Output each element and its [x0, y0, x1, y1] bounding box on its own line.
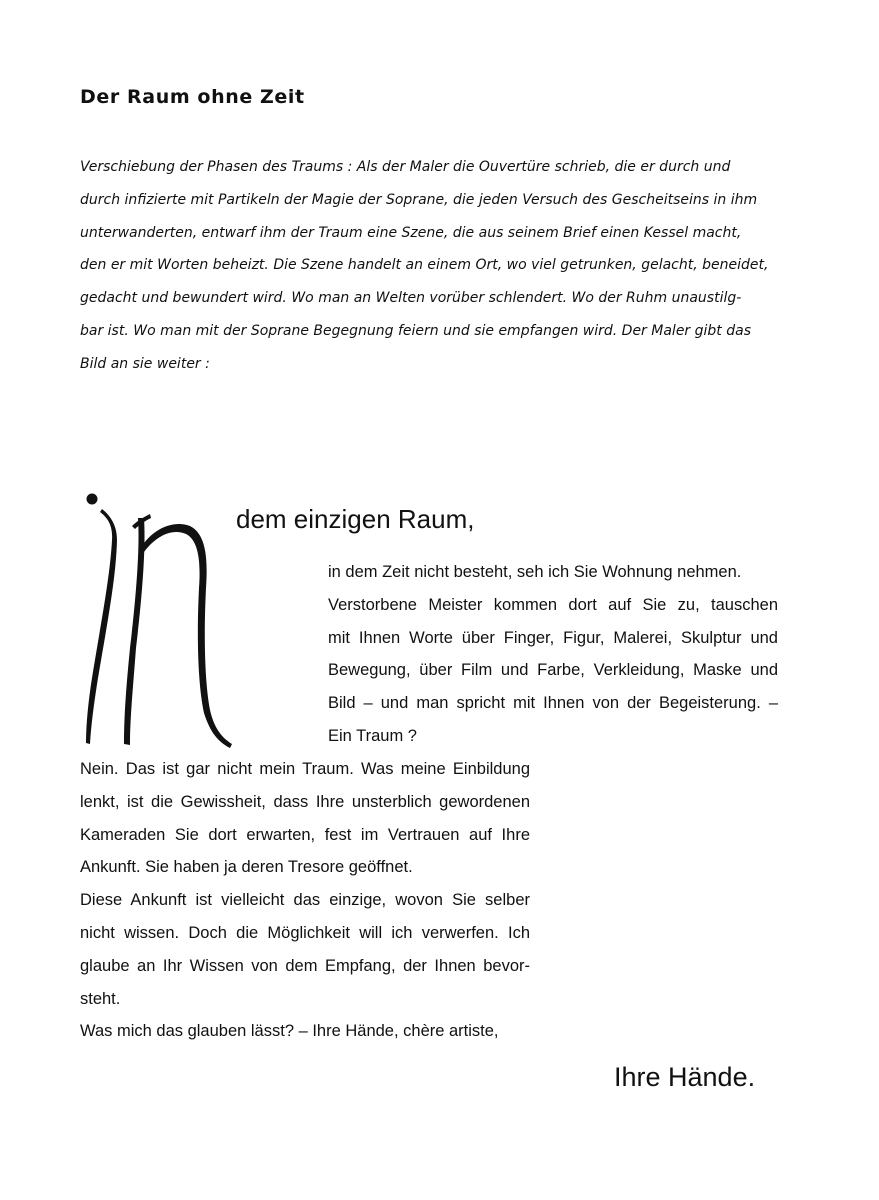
initial-i-stem	[86, 509, 117, 744]
body-line: mit Ihnen Worte über Finger, Figur, Malerei, Skulptur und	[328, 628, 778, 647]
intro-paragraph	[80, 151, 779, 381]
lead-phrase: dem einzigen Raum,	[236, 504, 475, 534]
body-line: glaube an Ihr Wissen von dem Empfang, der Ihnen bevor-	[80, 956, 530, 975]
body-line: steht.	[80, 989, 121, 1008]
left-text-block	[80, 753, 530, 1048]
body-line: Verstorbene Meister kommen dort auf Sie zu, tauschen	[328, 595, 778, 614]
intro-line: gedacht und bewundert wird. Wo man an Welten vorüber schlendert. Wo der Ruhm unaustilg-	[80, 290, 742, 307]
body-line: Kameraden Sie dort erwarten, fest im Vertrauen auf Ihre	[80, 825, 530, 844]
intro-line: den er mit Worten beheizt. Die Szene handelt an einem Ort, wo viel getrunken, gelacht, beneidet,	[80, 257, 769, 274]
initial-i-dot	[87, 494, 98, 505]
body-line: Bild – und man spricht mit Ihnen von der Begeisterung. –	[328, 694, 778, 713]
initial-n-stem	[124, 518, 145, 745]
body-line: nicht wissen. Doch die Möglichkeit will ich verwerfen. Ich	[80, 923, 530, 942]
intro-line: bar ist. Wo man mit der Soprane Begegnung feiern und sie empfangen wird. Der Maler gibt das	[80, 322, 751, 339]
page-title: Der Raum ohne Zeit	[80, 86, 305, 108]
body-line: Ein Traum ?	[328, 726, 417, 745]
intro-line: Verschiebung der Phasen des Traums : Als der Maler die Ouvertüre schrieb, die er durch und	[80, 159, 731, 175]
drop-initial-in	[78, 488, 238, 750]
body-line: Ankunft. Sie haben ja deren Tresore geöffnet.	[80, 858, 413, 877]
initial-n-arch	[142, 524, 232, 748]
body-line: Diese Ankunft ist vielleicht das einzige, wovon Sie selber	[80, 891, 530, 910]
body-line: lenkt, ist die Gewissheit, dass Ihre unsterblich gewordenen	[80, 792, 530, 811]
right-text-block	[328, 556, 778, 753]
closing-phrase: Ihre Hände.	[614, 1062, 756, 1092]
body-line: in dem Zeit nicht besteht, seh ich Sie Wohnung nehmen.	[328, 563, 742, 581]
body-line: Bewegung, über Film und Farbe, Verkleidung, Maske und	[328, 661, 778, 680]
body-line: Nein. Das ist gar nicht mein Traum. Was meine Einbildung	[80, 760, 530, 778]
intro-line: durch infizierte mit Partikeln der Magie der Soprane, die jeden Versuch des Gescheitseins in ihm	[80, 191, 758, 208]
intro-line: Bild an sie weiter :	[80, 355, 210, 372]
body-line: Was mich das glauben lässt? – Ihre Hände, chère artiste,	[80, 1022, 499, 1041]
intro-line: unterwanderten, entwarf ihm der Traum eine Szene, die aus seinem Brief einen Kessel macht,	[80, 224, 742, 241]
